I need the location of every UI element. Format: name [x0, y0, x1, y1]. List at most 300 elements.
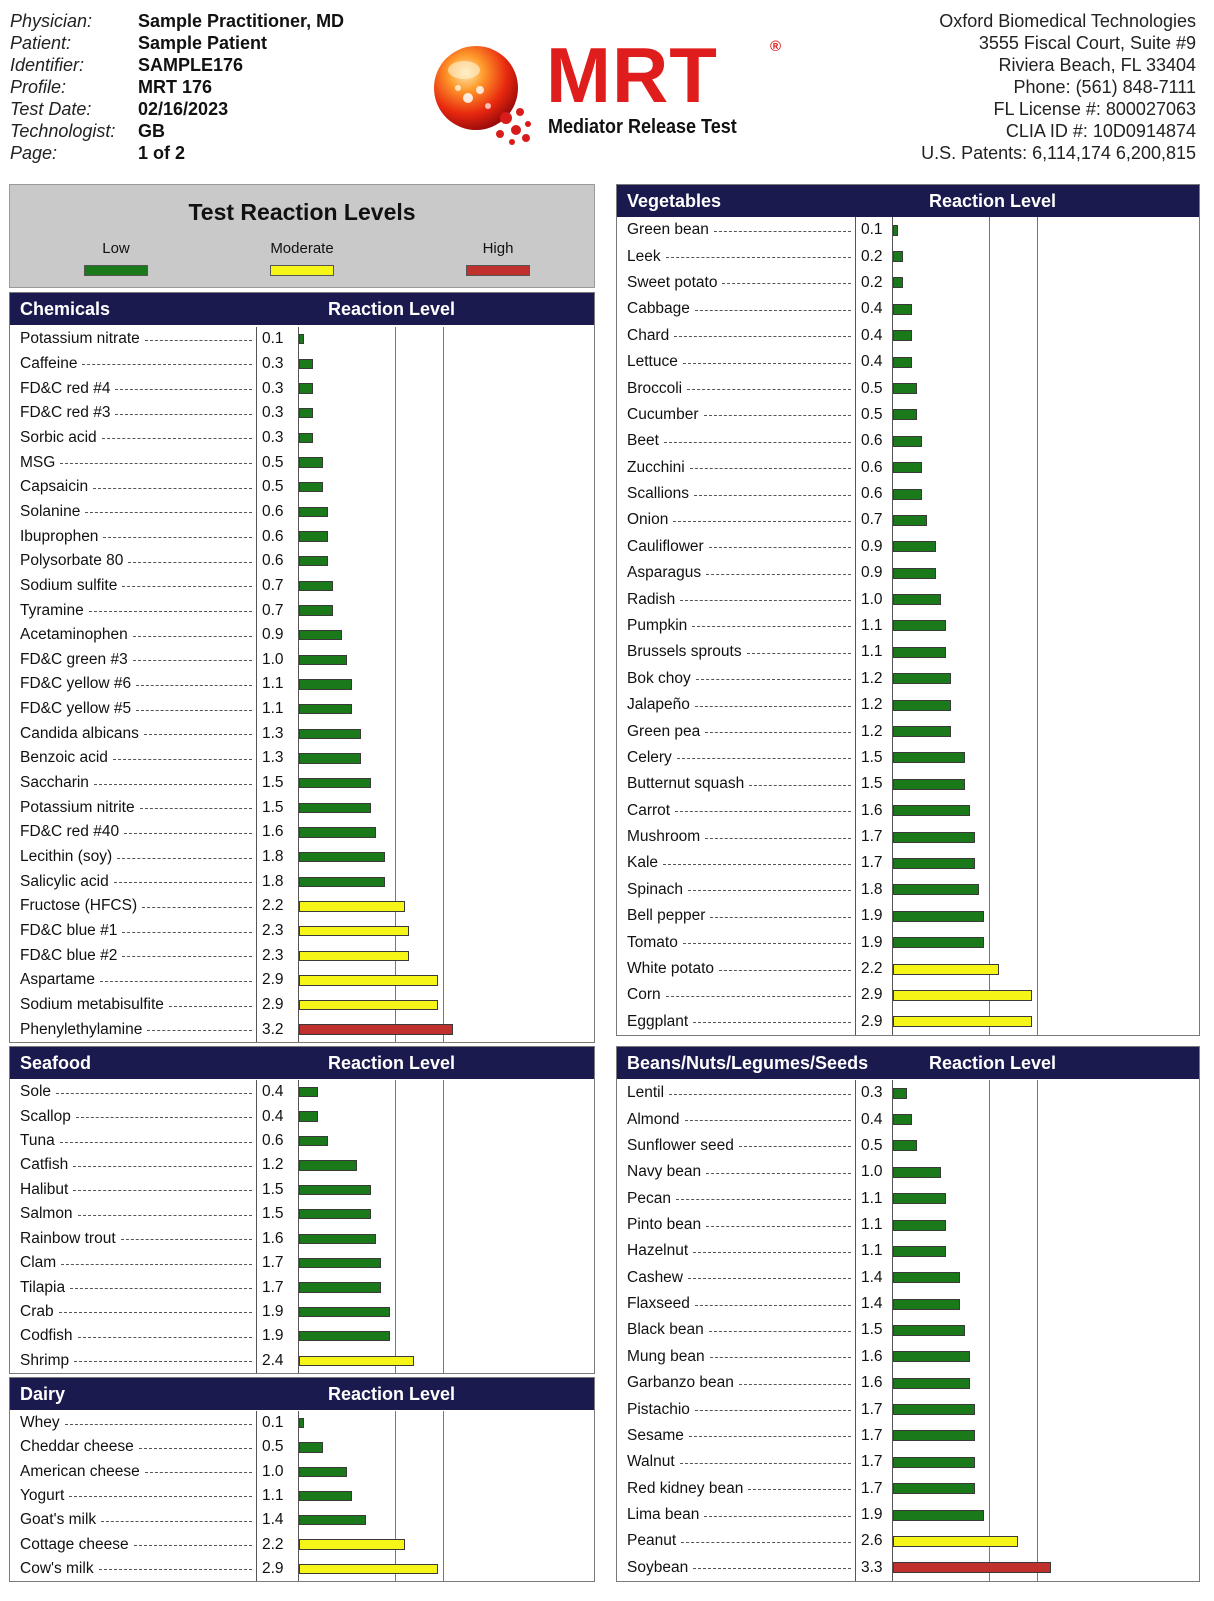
leader-line [693, 1022, 851, 1023]
item-name: Pecan [627, 1189, 671, 1207]
item-label [20, 574, 252, 599]
leader-line [114, 882, 252, 883]
item-row [10, 598, 594, 623]
item-name: Salmon [20, 1205, 73, 1223]
item-label [20, 327, 252, 352]
item-value: 0.5 [262, 453, 284, 471]
reaction-bar [299, 359, 313, 369]
reaction-bar [299, 334, 304, 344]
item-value: 1.1 [262, 1486, 284, 1504]
item-name: Brussels sprouts [627, 643, 742, 661]
reaction-bar [299, 556, 328, 566]
item-label [627, 481, 851, 507]
reaction-bar [299, 1000, 438, 1010]
item-value: 1.9 [861, 933, 883, 951]
legend-moderate-swatch [270, 265, 334, 276]
item-label [20, 919, 252, 944]
leader-line [60, 463, 252, 464]
item-row [617, 375, 1199, 401]
reaction-bar [893, 225, 898, 236]
leader-line [145, 1472, 252, 1473]
reaction-bar [299, 877, 385, 887]
legend-title: Test Reaction Levels [188, 199, 416, 225]
leader-line [669, 1094, 851, 1095]
item-label [627, 1009, 851, 1035]
leader-line [76, 1117, 252, 1118]
leader-line [61, 1264, 252, 1265]
reaction-bar [299, 1024, 453, 1034]
item-label [20, 1153, 252, 1177]
item-row [10, 1178, 594, 1202]
item-row [10, 1460, 594, 1484]
reaction-bar [893, 1246, 946, 1257]
item-name: Scallop [20, 1107, 71, 1125]
panel-title: Chemicals [20, 299, 111, 319]
lab-info-line: Riviera Beach, FL 33404 [998, 55, 1196, 75]
leader-line [99, 1569, 252, 1570]
item-name: Capsaicin [20, 478, 89, 496]
item-value: 1.4 [262, 1511, 284, 1529]
item-label [627, 903, 851, 929]
leader-line [78, 1337, 252, 1338]
leader-line [710, 1357, 851, 1358]
reaction-bar [893, 1140, 917, 1151]
item-row [10, 327, 594, 352]
item-label [20, 697, 252, 722]
reaction-bar [299, 1331, 390, 1341]
leader-line [709, 547, 851, 548]
lab-info-line: Phone: (561) 848-7111 [1013, 77, 1196, 97]
reaction-bar [893, 937, 984, 948]
item-name: Whey [20, 1414, 60, 1432]
item-label [20, 1227, 252, 1251]
item-label [20, 1508, 252, 1532]
leader-line [666, 257, 851, 258]
info-row [10, 120, 344, 142]
legend-moderate [242, 240, 362, 276]
item-name: Aspartame [20, 971, 95, 989]
panel-title: Vegetables [627, 191, 722, 211]
item-label [20, 894, 252, 919]
info-label: Identifier: [10, 54, 85, 75]
leader-line [122, 956, 252, 957]
item-row [617, 692, 1199, 718]
item-name: Tyramine [20, 601, 84, 619]
item-row [10, 1017, 594, 1042]
item-row [617, 824, 1199, 850]
item-name: Walnut [627, 1453, 675, 1471]
item-value: 1.1 [861, 1189, 883, 1207]
item-name: Green pea [627, 722, 701, 740]
item-name: Bell pepper [627, 907, 706, 925]
item-label [627, 1555, 851, 1581]
item-name: Corn [627, 986, 661, 1004]
item-label [627, 507, 851, 533]
item-value: 0.3 [262, 428, 284, 446]
leader-line [709, 1331, 851, 1332]
item-row [10, 820, 594, 845]
item-value: 1.5 [262, 1180, 284, 1198]
item-value: 0.5 [262, 478, 284, 496]
leader-line [128, 562, 252, 563]
leader-line [693, 1568, 851, 1569]
item-label [627, 1238, 851, 1264]
leader-line [683, 363, 851, 364]
item-value: 0.7 [262, 576, 284, 594]
item-row [10, 1227, 594, 1251]
info-row [10, 54, 344, 76]
reaction-bar [893, 251, 903, 262]
item-value: 0.3 [262, 404, 284, 422]
item-value: 1.4 [861, 1268, 883, 1286]
item-label [20, 672, 252, 697]
item-label [20, 524, 252, 549]
leader-line [748, 1489, 851, 1490]
item-name: Tilapia [20, 1278, 66, 1296]
item-row [10, 1324, 594, 1348]
reaction-bar [893, 489, 922, 500]
reaction-bar [893, 1193, 946, 1204]
item-row [617, 586, 1199, 612]
item-value: 1.0 [861, 590, 883, 608]
panel-header [10, 1378, 594, 1410]
item-label [20, 771, 252, 796]
item-value: 1.3 [262, 724, 284, 742]
item-value: 0.5 [262, 1438, 284, 1456]
item-value: 2.3 [262, 922, 284, 940]
leader-line [117, 858, 252, 859]
item-label [627, 349, 851, 375]
item-value: 1.6 [861, 1374, 883, 1392]
leader-line [102, 438, 252, 439]
item-row [10, 1435, 594, 1459]
legend-low-label: Low [102, 240, 130, 257]
reaction-bar [299, 729, 361, 739]
reaction-bar [893, 964, 999, 975]
reaction-bar [893, 541, 936, 552]
panel-vegetables [616, 184, 1200, 1036]
item-name: Celery [627, 748, 672, 766]
info-label: Page: [10, 142, 58, 163]
leader-line [142, 907, 252, 908]
legend-high-label: High [482, 240, 514, 257]
item-row [10, 574, 594, 599]
item-row [617, 1423, 1199, 1449]
item-label [627, 586, 851, 612]
reaction-bar [299, 1209, 371, 1219]
item-value: 0.9 [861, 564, 883, 582]
reaction-bar [893, 1457, 975, 1468]
reaction-bar [893, 805, 970, 816]
item-label [627, 1449, 851, 1475]
reaction-bar [299, 926, 409, 936]
item-row [10, 919, 594, 944]
item-name: Yogurt [20, 1486, 65, 1504]
reaction-bar [893, 647, 946, 658]
reaction-bar [893, 1220, 946, 1231]
item-row [617, 1344, 1199, 1370]
reaction-level-heading: Reaction Level [328, 1384, 456, 1404]
item-name: Cashew [627, 1268, 683, 1286]
item-label [20, 1275, 252, 1299]
item-row [10, 1275, 594, 1299]
reaction-bar [299, 1185, 371, 1195]
item-name: Cucumber [627, 405, 699, 423]
item-name: FD&C yellow #5 [20, 700, 132, 718]
item-label [20, 1080, 252, 1104]
item-name: Flaxseed [627, 1295, 690, 1313]
item-label [20, 401, 252, 426]
leader-line [103, 537, 252, 538]
item-label [627, 1080, 851, 1106]
item-name: Soybean [627, 1558, 689, 1576]
legend-high [438, 240, 558, 276]
item-name: Candida albicans [20, 724, 139, 742]
reaction-level-heading: Reaction Level [929, 1053, 1057, 1073]
reaction-bar [893, 990, 1032, 1001]
item-label [20, 1202, 252, 1226]
item-name: Cow's milk [20, 1559, 94, 1577]
item-row [10, 869, 594, 894]
item-value: 3.3 [861, 1558, 883, 1576]
item-name: Pumpkin [627, 616, 688, 634]
reaction-bar [893, 620, 946, 631]
item-label [20, 795, 252, 820]
item-row [617, 718, 1199, 744]
reaction-bar [299, 655, 347, 665]
item-row [10, 450, 594, 475]
item-name: Spinach [627, 880, 684, 898]
item-name: Beet [627, 432, 659, 450]
item-row [617, 270, 1199, 296]
info-value: GB [138, 120, 165, 141]
reaction-bar [299, 951, 409, 961]
item-row [10, 426, 594, 451]
item-value: 0.9 [262, 626, 284, 644]
item-label [20, 721, 252, 746]
item-label [20, 1460, 252, 1484]
leader-line [663, 864, 851, 865]
item-name: Potassium nitrite [20, 798, 135, 816]
item-name: Phenylethylamine [20, 1020, 143, 1038]
item-label [627, 560, 851, 586]
info-label: Physician: [10, 10, 93, 31]
leader-line [664, 442, 851, 443]
item-value: 0.7 [262, 601, 284, 619]
item-row [617, 243, 1199, 269]
panel-title: Beans/Nuts/Legumes/Seeds [627, 1053, 869, 1073]
item-row [10, 376, 594, 401]
item-name: Mushroom [627, 828, 701, 846]
logo-text: MRT [546, 31, 718, 119]
item-name: American cheese [20, 1462, 140, 1480]
item-name: Radish [627, 590, 676, 608]
item-row [617, 1555, 1199, 1581]
reaction-bar [299, 778, 371, 788]
item-name: Peanut [627, 1532, 677, 1550]
item-label [20, 475, 252, 500]
item-row [10, 1153, 594, 1177]
info-value: 1 of 2 [138, 142, 186, 163]
leader-line [677, 758, 851, 759]
item-label [627, 296, 851, 322]
item-label [627, 798, 851, 824]
item-name: Kale [627, 854, 659, 872]
reaction-bar [893, 1483, 975, 1494]
item-name: Chard [627, 326, 670, 344]
leader-line [74, 1361, 252, 1362]
item-label [20, 1435, 252, 1459]
item-name: Tuna [20, 1132, 55, 1150]
item-value: 2.2 [861, 960, 883, 978]
reaction-bar [893, 383, 917, 394]
reaction-bar [299, 704, 352, 714]
item-row [617, 1159, 1199, 1185]
reaction-bar [893, 436, 922, 447]
item-row [10, 1129, 594, 1153]
item-value: 1.7 [861, 854, 883, 872]
item-name: Cottage cheese [20, 1535, 129, 1553]
leader-line [706, 574, 851, 575]
item-value: 0.5 [861, 379, 883, 397]
item-row [10, 401, 594, 426]
item-value: 0.4 [262, 1107, 284, 1125]
item-row [617, 903, 1199, 929]
item-value: 1.1 [861, 643, 883, 661]
item-value: 1.5 [262, 798, 284, 816]
item-name: Pinto bean [627, 1216, 702, 1233]
reaction-bar [299, 1491, 352, 1501]
panel-body [10, 1080, 594, 1373]
item-row [10, 1251, 594, 1275]
reaction-bar [893, 1272, 960, 1283]
leader-line [688, 890, 851, 891]
item-name: FD&C yellow #6 [20, 675, 132, 693]
reaction-bar [893, 1299, 960, 1310]
item-row [617, 1528, 1199, 1554]
leader-line [690, 468, 851, 469]
reaction-bar [893, 462, 922, 473]
item-name: Sodium sulfite [20, 576, 118, 594]
item-name: Navy bean [627, 1163, 702, 1181]
reaction-bar [299, 975, 438, 985]
item-label [627, 956, 851, 982]
item-row [617, 1185, 1199, 1211]
item-row [617, 666, 1199, 692]
panel-beans-nuts-legumes-seeds [616, 1046, 1200, 1582]
leader-line [704, 1516, 851, 1517]
item-value: 1.2 [861, 669, 883, 687]
item-value: 1.6 [861, 1347, 883, 1365]
item-name: Cauliflower [627, 537, 704, 555]
panel-dairy [9, 1377, 595, 1582]
info-label: Patient: [10, 32, 72, 53]
leader-line [139, 1448, 252, 1449]
item-row [10, 1484, 594, 1508]
item-name: FD&C blue #1 [20, 922, 118, 940]
item-row [617, 1476, 1199, 1502]
leader-line [169, 1006, 252, 1007]
leader-line [714, 231, 851, 232]
item-name: Mung bean [627, 1347, 705, 1365]
item-name: Leek [627, 247, 661, 265]
item-row [617, 929, 1199, 955]
item-row [10, 1202, 594, 1226]
item-value: 1.9 [262, 1327, 284, 1345]
item-value: 0.4 [262, 1083, 284, 1101]
item-label [627, 718, 851, 744]
item-label [627, 982, 851, 1008]
item-value: 0.9 [861, 537, 883, 555]
item-row [10, 697, 594, 722]
reaction-bar [893, 1536, 1018, 1547]
item-name: Sorbic acid [20, 428, 97, 446]
legend-low [56, 240, 176, 276]
item-value: 2.9 [861, 986, 883, 1004]
item-label [20, 598, 252, 623]
item-value: 2.9 [262, 996, 284, 1013]
item-label [20, 1484, 252, 1508]
item-row [10, 721, 594, 746]
panel-header [617, 185, 1199, 217]
reaction-bar [299, 605, 333, 615]
leader-line [101, 1521, 252, 1522]
item-row [10, 1532, 594, 1556]
item-name: Goat's milk [20, 1511, 97, 1529]
item-value: 1.6 [861, 801, 883, 819]
item-name: Butternut squash [627, 775, 745, 793]
leader-line [78, 1215, 252, 1216]
reaction-bar [893, 1378, 970, 1389]
leader-line [676, 1199, 851, 1200]
item-label [20, 869, 252, 894]
item-label [627, 1370, 851, 1396]
item-row [617, 560, 1199, 586]
info-value: Sample Patient [138, 32, 268, 53]
item-name: Shrimp [20, 1351, 70, 1369]
lab-info-line: U.S. Patents: 6,114,174 6,200,815 [921, 143, 1196, 163]
item-label [627, 1265, 851, 1291]
item-label [20, 943, 252, 968]
lab-info-line: CLIA ID #: 10D0914874 [1005, 121, 1196, 141]
leader-line [705, 732, 851, 733]
reaction-bar [893, 1510, 984, 1521]
item-label [627, 877, 851, 903]
reaction-bar [893, 357, 912, 368]
panel-header [10, 293, 594, 325]
item-name: Black bean [627, 1321, 704, 1339]
reaction-bar [299, 679, 352, 689]
info-value: 02/16/2023 [138, 98, 229, 119]
item-row [10, 968, 594, 993]
leader-line [693, 1252, 851, 1253]
panel-chemicals [9, 292, 595, 1043]
leader-line [739, 1384, 851, 1385]
item-name: Garbanzo bean [627, 1374, 734, 1392]
item-label [20, 968, 252, 993]
item-row [10, 1104, 594, 1128]
item-value: 2.2 [262, 897, 284, 915]
panel-body [10, 1411, 594, 1581]
reaction-bar [299, 1467, 347, 1477]
panel-header [10, 1047, 594, 1079]
item-label [627, 1396, 851, 1422]
leader-line [706, 1226, 851, 1227]
item-label [627, 375, 851, 401]
item-value: 1.7 [861, 828, 883, 846]
item-value: 0.3 [262, 354, 284, 372]
item-row [617, 613, 1199, 639]
